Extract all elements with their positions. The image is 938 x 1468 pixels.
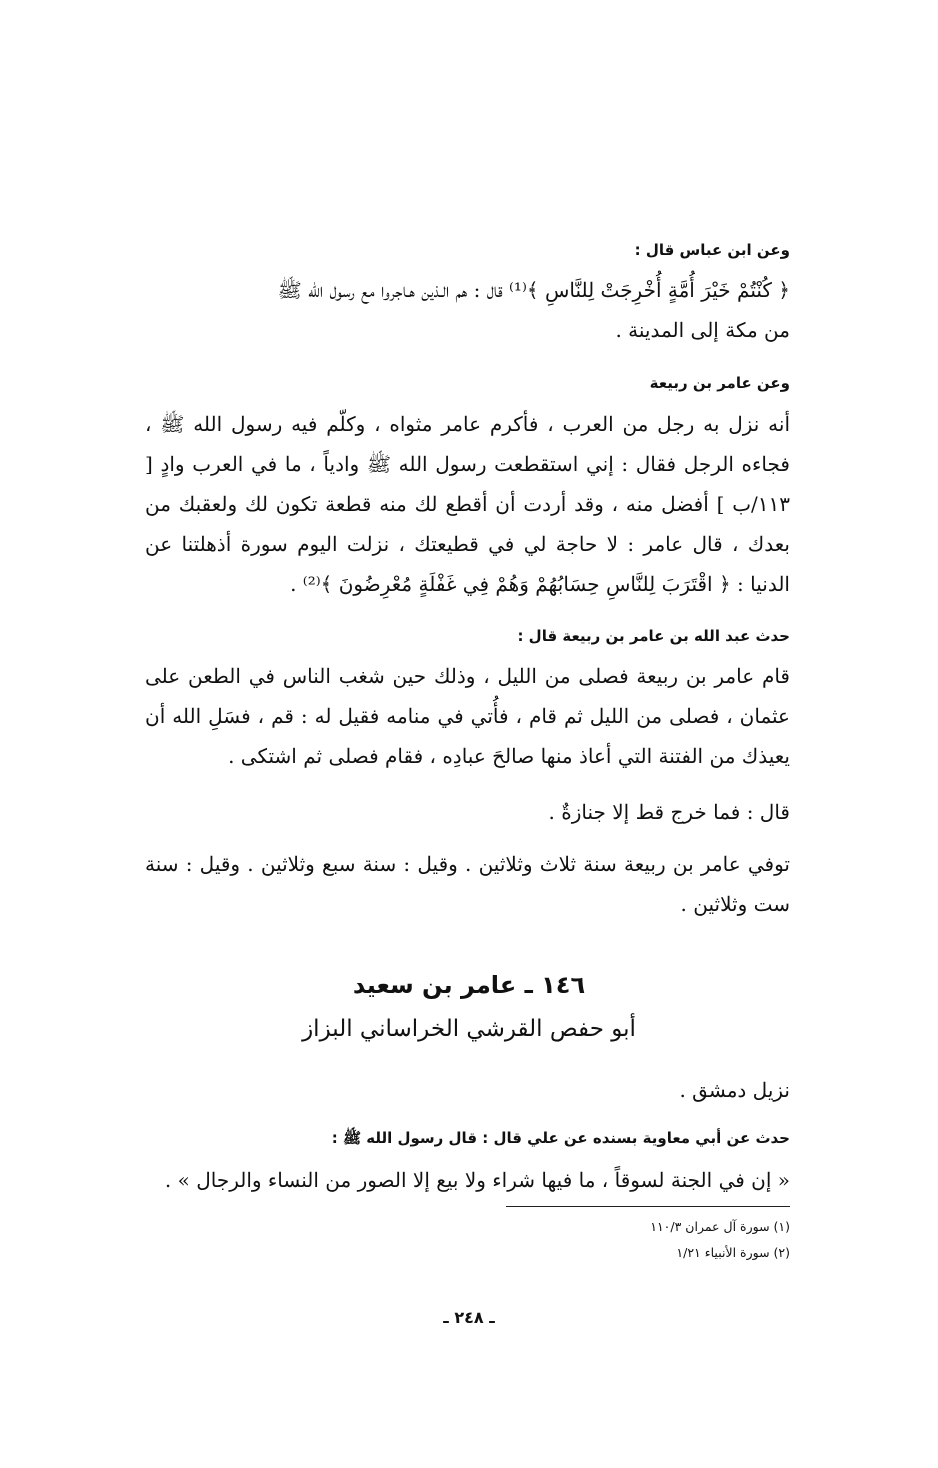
- section-abdullah-text: قام عامر بن ربيعة فصلى من الليل ، وذلك حين شغب الناس في الطعن على عثمان ، فصلى من الليل ثم قام ، فأُتي في منامه فقيل له : قم ، فسَلِ الله أن يعيذك من الفتنة التي أعاذ منها صالحَ عبادِه ، فقام فصلى ثم اشتكى .: [145, 664, 790, 768]
- section-heading-abdullah: حدث عبد الله بن عامر بن ربيعة قال :: [517, 627, 790, 645]
- resident-line: نزيل دمشق .: [679, 1078, 790, 1102]
- footnote-2: (٢) سورة الأنبياء ١/٢١: [676, 1245, 790, 1260]
- entry-title: ١٤٦ ـ عامر بن سعيد: [352, 971, 586, 999]
- hadith-text: « إن في الجنة لسوقاً ، ما فيها شراء ولا بيع إلا الصور من النساء والرجال » .: [164, 1168, 790, 1192]
- section-amir-bin-rabia-text: أنه نزل به رجل من العرب ، فأكرم عامر مثواه ، وكلّم فيه رسول الله ﷺ ، فجاءه الرجل فقال : إني استقطعت رسول الله ﷺ وادياً ، ما في العرب وادٍ [ ١١٣/ب ] أفضل منه ، وقد أردت أن أقطع لك منه قطعة تكون لك ولعقبك من بعدك ، قال عامر : لا حاجة لي في قطيعتك ، نزلت اليوم سورة أذهلتنا عن الدنيا : ﴿ اقْتَرَبَ لِلنَّاسِ حِسَابُهُمْ وَهُمْ فِي غَفْلَةٍ مُعْرِضُونَ ﴾⁽²⁾ .: [145, 412, 790, 596]
- quran-quote-line: ﴿ كُنْتُمْ خَيْرَ أُمَّةٍ أُخْرِجَتْ لِلنَّاسِ ﴾⁽¹⁾ قال : هم الـذين هـاجروا مع رسول الله ﷺ: [277, 278, 790, 302]
- footnotes: [145, 1214, 790, 1266]
- entry-subtitle: أبو حفص القرشي الخراساني البزاز: [302, 1016, 636, 1042]
- text-line: من مكة إلى المدينة .: [615, 318, 790, 342]
- section-heading-abu-muawiya: حدث عن أبي معاوية بسنده عن علي قال : قال رسول الله ﷺ :: [331, 1129, 790, 1147]
- section-heading-amir-bin-rabia: وعن عامر بن ربيعة: [649, 374, 790, 392]
- said-paragraph: قال : فما خرج قط إلا جنازةٌ .: [548, 800, 790, 824]
- death-paragraph: توفي عامر بن ربيعة سنة ثلاث وثلاثين . وقيل : سنة سبع وثلاثين . وقيل : سنة ست وثلاثين .: [145, 852, 790, 916]
- footnote-divider: [506, 1206, 790, 1207]
- page-number: ـ ٢٤٨ ـ: [443, 1308, 495, 1327]
- footnote-1: (١) سورة آل عمران ١١٠/٣: [650, 1219, 790, 1234]
- section-ibn-abbas-text: [145, 270, 790, 350]
- section-heading-ibn-abbas: وعن ابن عباس قال :: [634, 241, 790, 259]
